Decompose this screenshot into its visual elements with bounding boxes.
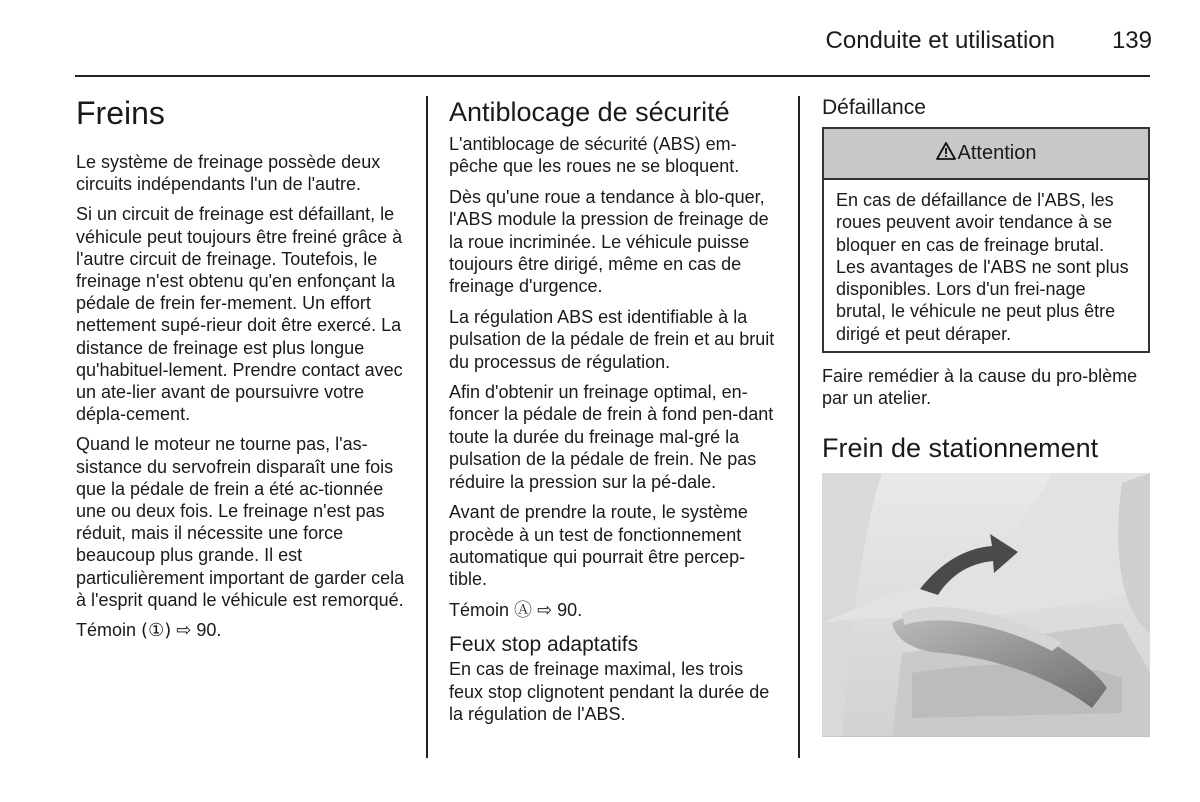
column-divider-2: [798, 96, 800, 758]
paragraph: La régulation ABS est identifiable à la pulsation de la pédale de frein et au bruit du processus de régulation.: [449, 306, 775, 372]
paragraph: Si un circuit de freinage est défaillant, le véhicule peut toujours être freiné grâce à l'autre circuit de freinage. Toutefois, le freinage n'est obtenu qu'en enfonçant la pédale de frein fer-mement. Un effort nettement supé-rieur doit être exercé. La distance de freinage est plus longue qu'habituel-lement. Prendre contact avec un ate-lier avant de poursuivre votre dépla-cement.: [76, 204, 403, 425]
temoin-reference: [449, 599, 779, 622]
column-divider-1: [426, 96, 428, 758]
header-rule: [75, 75, 1150, 77]
paragraph: Le système de freinage possède deux circuits indépendants l'un de l'autre.: [76, 152, 381, 195]
column-defaillance: [822, 95, 1150, 737]
section-heading-freins: Freins: [76, 95, 165, 131]
section-heading-abs: Antiblocage de sécurité: [449, 97, 730, 127]
column-freins: [76, 95, 408, 650]
warning-body: [824, 180, 1148, 351]
page-reference: 90.: [196, 620, 222, 641]
page-reference-arrow-icon: ⇨: [176, 620, 192, 642]
temoin-label: Témoin: [449, 599, 510, 620]
warning-triangle-icon: [936, 142, 956, 160]
page-number: 139: [1111, 27, 1152, 54]
subheading-feux-stop: Feux stop adaptatifs: [449, 633, 639, 657]
temoin-reference: [76, 619, 408, 642]
paragraph: Avant de prendre la route, le système procède à un test de fonctionnement automatique qui pourrait être percep-tible.: [449, 502, 748, 590]
section-heading-defaillance: Défaillance: [822, 96, 926, 119]
warning-box: [822, 127, 1150, 353]
paragraph: Faire remédier à la cause du pro-blème par un atelier.: [822, 366, 1138, 409]
paragraph: En cas de freinage maximal, les trois feux stop clignotent pendant la durée de la régulation de l'ABS.: [449, 659, 770, 724]
page-reference: 90.: [557, 599, 583, 620]
paragraph: L'antiblocage de sécurité (ABS) em-pêche que les roues ne se bloquent.: [449, 134, 740, 177]
section-heading-frein-stationnement: Frein de stationnement: [822, 433, 1099, 464]
paragraph: Quand le moteur ne tourne pas, l'as-sistance du servofrein disparaît une fois que la pédale de frein a été ac-tionnée une ou deux fois. Le freinage n'est pas réduit, mais il nécessite une force beaucoup plus grande. Il est particulièrement important de garder cela à l'esprit quand le véhicule est remorqué.: [76, 434, 405, 610]
brake-warning-icon: (①): [141, 620, 172, 642]
header-title: Conduite et utilisation: [825, 27, 1055, 54]
paragraph: Dès qu'une roue a tendance à blo-quer, l'ABS module la pression de freinage de la roue incriminée. Le véhicule puisse toujours être dirigé, même en cas de freinage d'urgence.: [449, 186, 769, 297]
warning-text: En cas de défaillance de l'ABS, les roues peuvent avoir tendance à se bloquer en cas de freinage brutal. Les avantages de l'ABS ne sont plus disponibles. Lors d'un frei-nage brutal, le véhicule ne peut plus être dirigé et peut déraper.: [836, 190, 1129, 344]
column-abs: [449, 95, 779, 733]
temoin-label: Témoin: [76, 620, 137, 641]
warning-title: Attention: [957, 142, 1037, 164]
page-reference-arrow-icon: ⇨: [537, 599, 553, 621]
warning-header: [824, 129, 1148, 180]
paragraph: Afin d'obtenir un freinage optimal, en-foncer la pédale de frein à fond pen-dant toute la durée du freinage mal-gré la pulsation de la pédale de frein. Ne pas réduire la pression sur la pé-dale.: [449, 382, 774, 492]
abs-warning-icon: Ⓐ: [514, 599, 533, 621]
parking-brake-photo: [822, 473, 1150, 737]
